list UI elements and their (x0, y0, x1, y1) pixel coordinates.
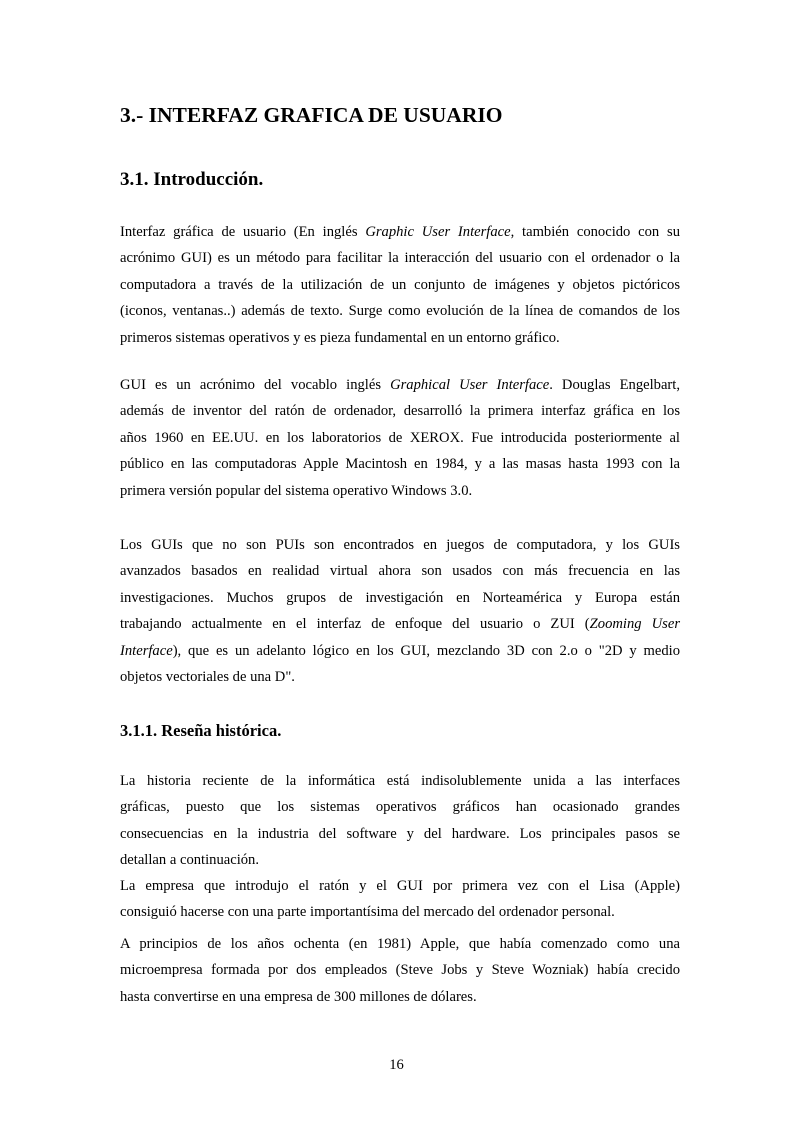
text-line: primeros sistemas operativos y es pieza fundamental en un entorno gráfico. (120, 329, 560, 346)
subsection-title: 3.1.1. Reseña histórica. (120, 721, 282, 740)
text-line: A principios de los años ochenta (en 1981) Apple, que había comenzado como una (120, 936, 680, 952)
paragraph-history (120, 768, 680, 874)
text-line: investigaciones. Muchos grupos de investigación en Norteamérica y Europa están (120, 589, 680, 606)
section-title: 3.1. Introducción. (120, 169, 264, 190)
paragraph-intro (120, 219, 680, 351)
text-line: primera versión popular del sistema operativo Windows 3.0. (120, 482, 473, 499)
text-line: computadora a través de la utilización de un conjunto de imágenes y objetos pictóricos (120, 276, 680, 293)
text-line: Interfaz gráfica de usuario (En inglés Graphic User Interface, también conocido con su (120, 224, 680, 240)
paragraph-zui (120, 532, 680, 690)
text-line: años 1960 en EE.UU. en los laboratorios de XEROX. Fue introducida posteriormente al (120, 429, 680, 446)
text-line: gráficas, puesto que los sistemas operativos gráficos han ocasionado grandes (120, 799, 680, 816)
chapter-heading: 3.- INTERFAZ GRAFICA DE USUARIO (120, 103, 503, 127)
text-line: además de inventor del ratón de ordenador, desarrolló la primera interfaz gráfica en los (120, 403, 680, 420)
text-line: público en las computadoras Apple Macintosh en 1984, y a las masas hasta 1993 con la (120, 456, 680, 473)
text-line: microempresa formada por dos empleados (Steve Jobs y Steve Wozniak) había crecido (120, 962, 680, 979)
text-line: La historia reciente de la informática está indisolublemente unida a las interfaces (120, 773, 680, 789)
page-number: 16 (389, 1057, 404, 1073)
text-line: Interface), que es un adelanto lógico en los GUI, mezclando 3D con 2.o o "2D y medio (120, 642, 680, 659)
text-line: GUI es un acrónimo del vocablo inglés Graphical User Interface. Douglas Engelbart, (120, 377, 680, 393)
text-line: consecuencias en la industria del software y del hardware. Los principales pasos se (120, 825, 680, 842)
text-line: Los GUIs que no son PUIs son encontrados en juegos de computadora, y los GUIs (120, 537, 680, 553)
text-line: avanzados basados en realidad virtual ahora son usados con más frecuencia en las (120, 563, 680, 580)
paragraph-lisa (120, 873, 680, 926)
text-line: acrónimo GUI) es un método para facilitar la interacción del usuario con el ordenador o la (120, 250, 680, 267)
paragraph-gui-history (120, 372, 680, 504)
text-line: hasta convertirse en una empresa de 300 millones de dólares. (120, 988, 477, 1005)
text-line: (iconos, ventanas..) además de texto. Surge como evolución de la línea de comandos de los (120, 303, 680, 320)
paragraph-apple (120, 931, 680, 1010)
text-line: detallan a continuación. (120, 852, 259, 869)
text-line: consiguió hacerse con una parte importantísima del mercado del ordenador personal. (120, 904, 615, 921)
text-line: trabajando actualmente en el interfaz de enfoque del usuario o ZUI (Zooming User (120, 616, 681, 633)
text-line: objetos vectoriales de una D". (120, 668, 295, 685)
text-line: La empresa que introdujo el ratón y el GUI por primera vez con el Lisa (Apple) (120, 878, 680, 894)
